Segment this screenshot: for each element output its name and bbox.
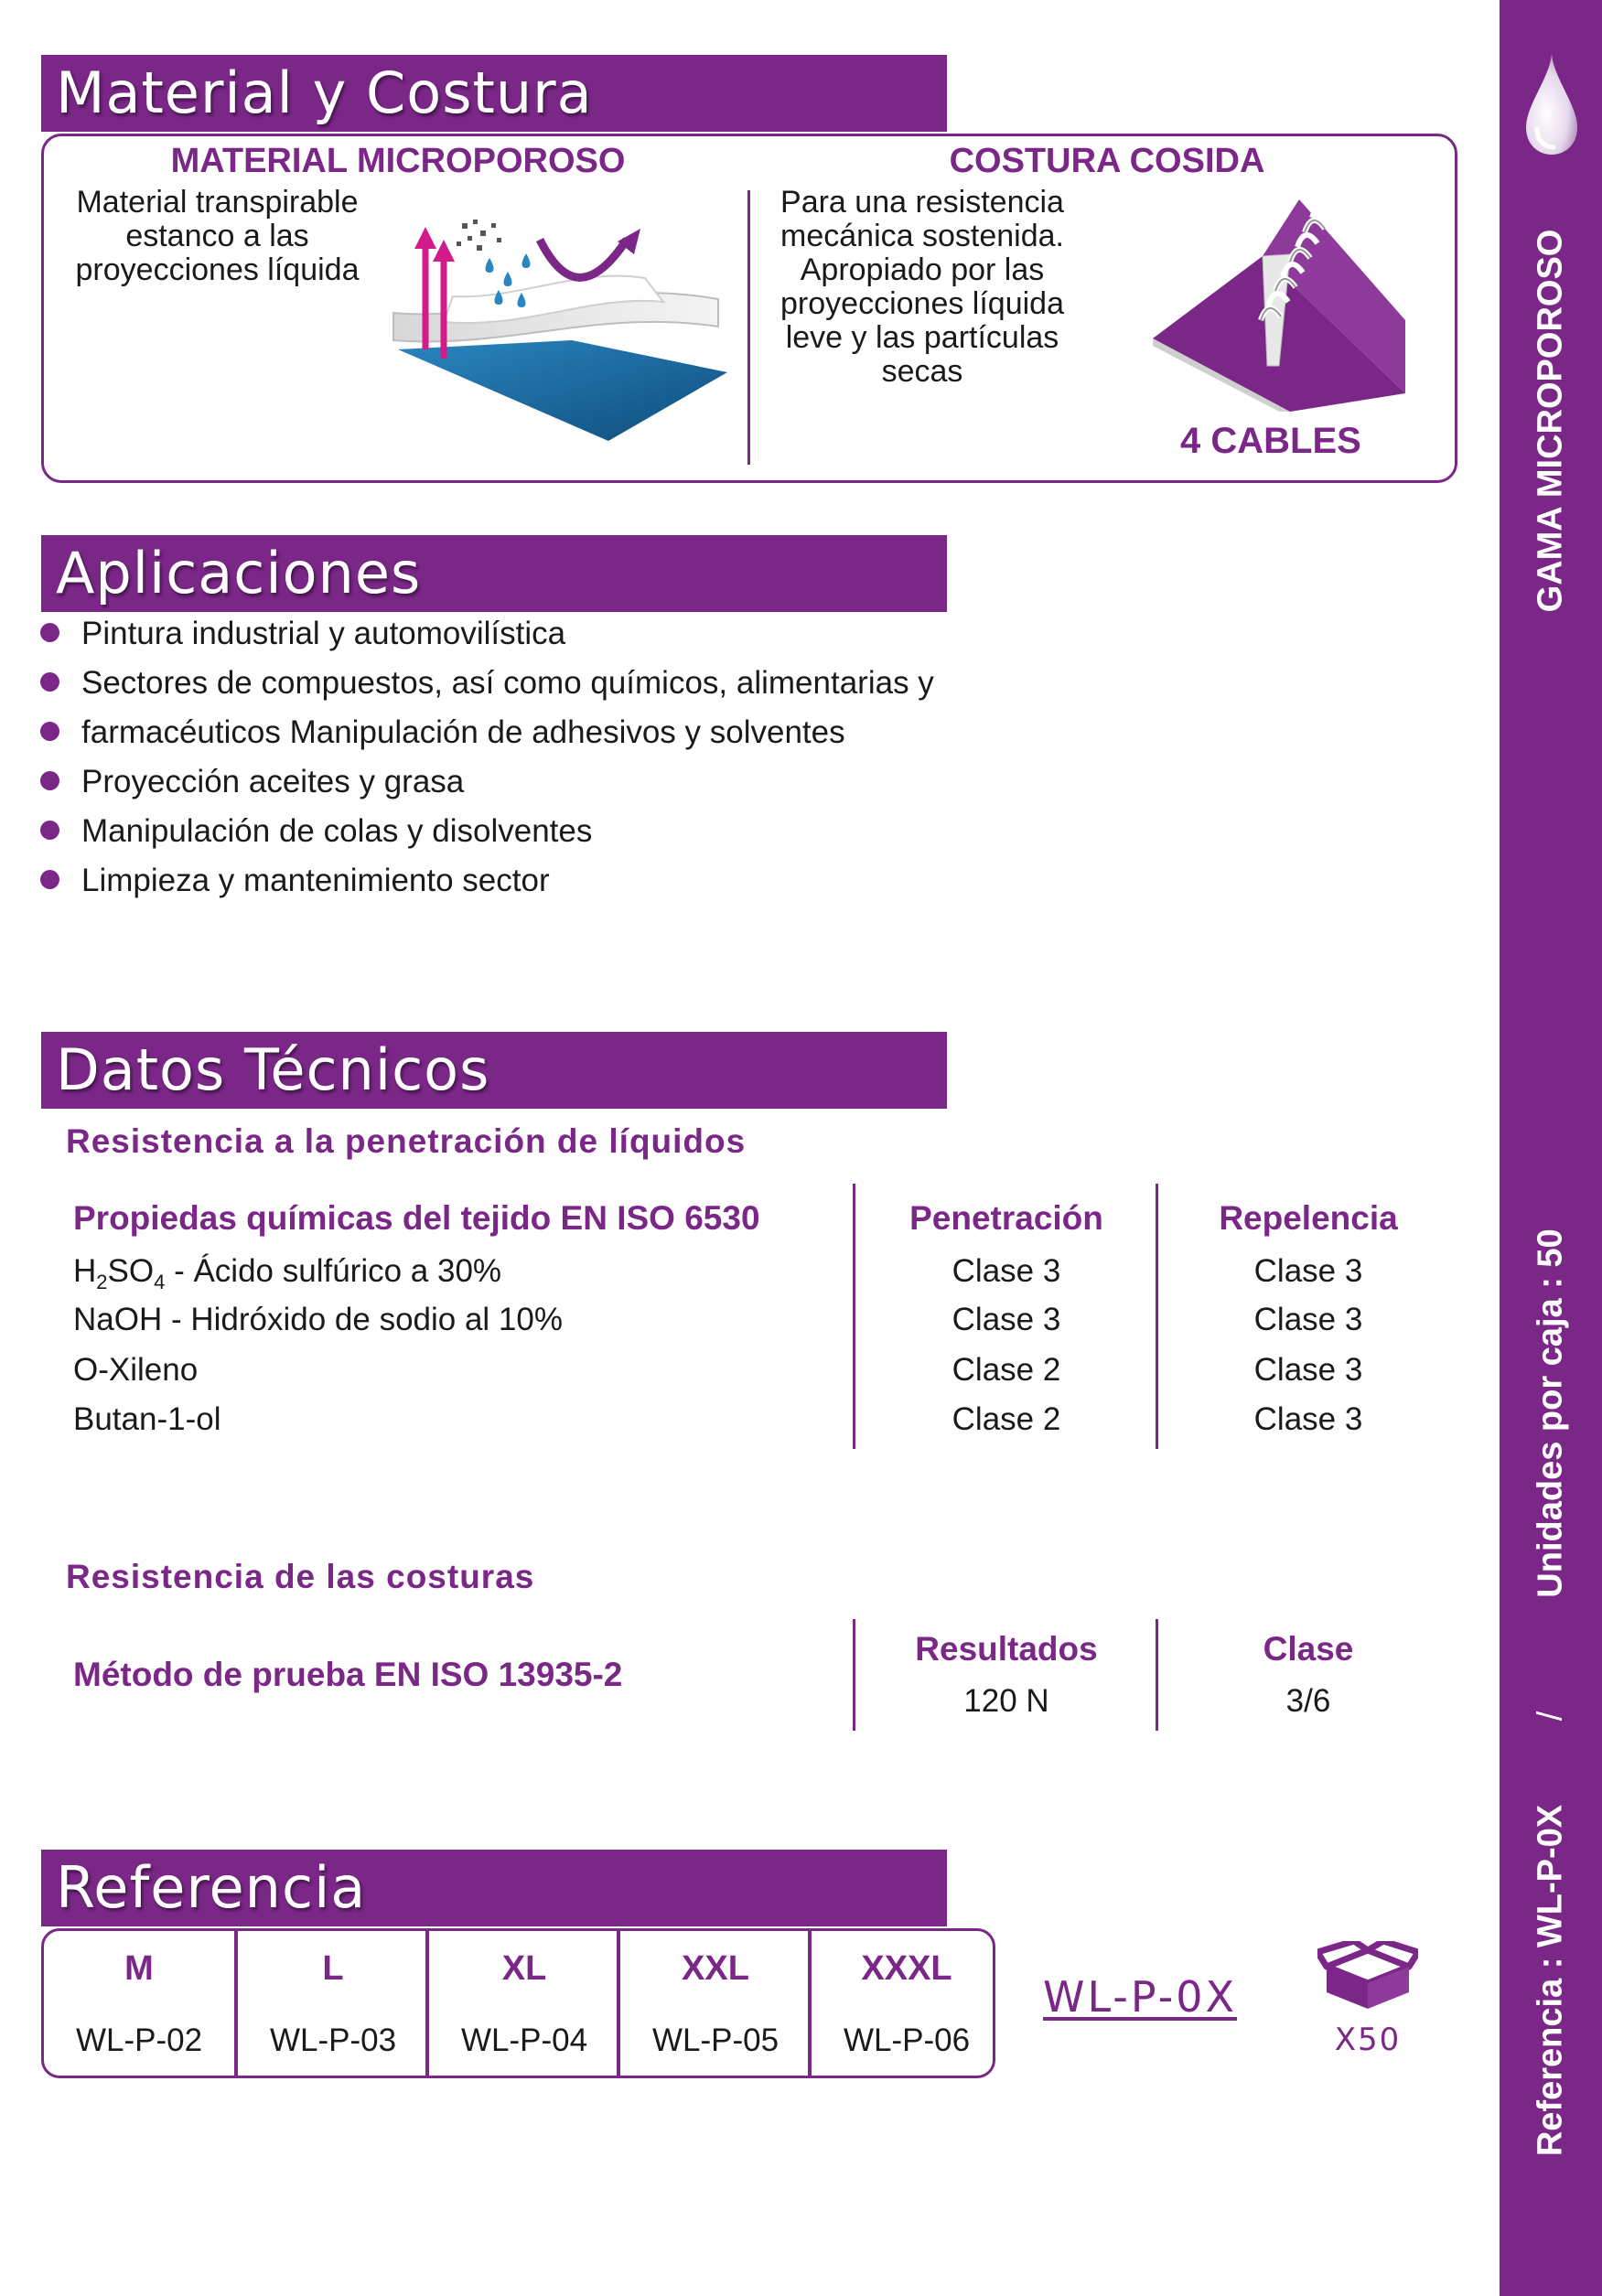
size-label: L [322, 1949, 344, 1988]
bullet-dot [40, 623, 59, 642]
chemical-name: O-Xileno [73, 1352, 199, 1388]
seams-header-results: Resultados [915, 1630, 1098, 1668]
penetration-value: Clase 2 [952, 1401, 1061, 1437]
chemical-name: NaOH - Hidróxido de sodio al 10% [73, 1302, 563, 1337]
size-code: WL-P-02 [75, 2022, 203, 2058]
reference-cell [44, 1931, 234, 2076]
seams-class-value: 3/6 [1285, 1683, 1331, 1719]
sidebar-units-label: Unidades por caja : 50 [1531, 1228, 1570, 1598]
table-divider [853, 1184, 855, 1449]
application-text: farmacéuticos Manipulación de adhesivos y solventes [81, 714, 845, 750]
penetration-header-property: Propiedas químicas del tejido EN ISO 6530 [73, 1199, 760, 1237]
box-quantity-label: X50 [1334, 2022, 1402, 2058]
material-right-line: proyecciones líquida [780, 286, 1064, 321]
size-code: WL-P-04 [460, 2022, 588, 2058]
material-left-line: Material transpirable [76, 185, 359, 220]
section-title-reference: Referencia [41, 1850, 947, 1926]
chemical-name: Butan-1-ol [73, 1401, 221, 1437]
list-item [40, 665, 934, 702]
application-text: Limpieza y mantenimiento sector [81, 863, 550, 898]
size-label: XL [501, 1949, 547, 1988]
list-item [40, 813, 592, 850]
chemical-part: H [73, 1253, 97, 1289]
penetration-value: Clase 3 [952, 1253, 1061, 1289]
section-title-material: Material y Costura [41, 55, 947, 132]
repellence-value: Clase 3 [1253, 1352, 1363, 1388]
bullet-dot [40, 821, 59, 840]
model-reference: WL-P-0X [1043, 1972, 1238, 2022]
size-label: XXL [682, 1949, 749, 1988]
material-right-line: mecánica sostenida. [780, 219, 1064, 253]
penetration-value: Clase 3 [952, 1302, 1061, 1337]
material-right-text [753, 186, 1091, 389]
material-right-line: secas [881, 354, 963, 389]
material-right-line: leve y las partículas [785, 320, 1059, 355]
size-code: WL-P-05 [651, 2022, 779, 2058]
chemical-name [73, 1253, 501, 1301]
seams-title: Resistencia de las costuras [66, 1558, 535, 1595]
sidebar-range-label: GAMA MICROPOROSO [1531, 229, 1570, 613]
list-item [40, 863, 550, 899]
penetration-header-penetration: Penetración [909, 1199, 1103, 1237]
breathable-fabric-icon [389, 212, 727, 450]
reference-table [41, 1928, 995, 2078]
bullet-dot [40, 870, 59, 889]
material-right-line: Apropiado por las [800, 252, 1045, 287]
repellence-value: Clase 3 [1253, 1401, 1363, 1437]
list-item [40, 764, 464, 800]
material-divider [747, 190, 750, 465]
water-drop-icon [1522, 50, 1581, 158]
section-title-technical: Datos Técnicos [41, 1032, 947, 1109]
chemical-part: SO [107, 1253, 155, 1289]
list-item [40, 616, 565, 652]
application-text: Proyección aceites y grasa [81, 764, 465, 799]
penetration-title: Resistencia a la penetración de líquidos [66, 1122, 747, 1160]
reference-cell [234, 1931, 428, 2076]
section-title-applications: Aplicaciones [41, 535, 947, 612]
application-text: Manipulación de colas y disolventes [81, 813, 593, 849]
reference-cell [425, 1931, 619, 2076]
seams-result-value: 120 N [963, 1683, 1049, 1719]
stitched-seam-icon [1153, 183, 1409, 412]
penetration-header-repellence: Repelencia [1219, 1199, 1398, 1237]
seam-cables-label: 4 CABLES [1180, 421, 1361, 461]
repellence-value: Clase 3 [1253, 1253, 1363, 1289]
bullet-dot [40, 771, 59, 790]
size-code: WL-P-06 [843, 2022, 971, 2058]
material-left-line: proyecciones líquida [75, 252, 360, 287]
list-item [40, 714, 845, 751]
box-icon [1317, 1941, 1418, 2014]
material-left-line: estanco a las [125, 219, 309, 253]
bullet-dot [40, 672, 59, 692]
material-right-line: Para una resistencia [780, 185, 1064, 220]
size-label: XXXL [861, 1949, 952, 1988]
table-divider [853, 1619, 855, 1731]
table-divider [1156, 1184, 1158, 1449]
bullet-dot [40, 722, 59, 741]
application-text: Pintura industrial y automovilística [81, 616, 566, 651]
material-right-title: COSTURA COSIDA [949, 142, 1265, 180]
sidebar-separator: / [1531, 1711, 1570, 1722]
material-left-text [41, 186, 393, 287]
sidebar-reference-label: Referencia : WL-P-0X [1531, 1804, 1570, 2157]
application-text: Sectores de compuestos, así como químicos, alimentarias y [81, 665, 934, 701]
material-left-title: MATERIAL MICROPOROSO [170, 142, 626, 180]
repellence-value: Clase 3 [1253, 1302, 1363, 1337]
size-label: M [124, 1949, 154, 1988]
chemical-subscript: 4 [154, 1271, 166, 1293]
penetration-value: Clase 2 [952, 1352, 1061, 1388]
seams-method: Método de prueba EN ISO 13935-2 [73, 1656, 623, 1693]
reference-cell [617, 1931, 811, 2076]
table-divider [1156, 1619, 1158, 1731]
seams-header-class: Clase [1263, 1630, 1354, 1668]
chemical-part: - Ácido sulfúrico a 30% [165, 1253, 502, 1289]
reference-cell [808, 1931, 1002, 2076]
size-code: WL-P-03 [269, 2022, 397, 2058]
chemical-subscript: 2 [96, 1271, 108, 1293]
